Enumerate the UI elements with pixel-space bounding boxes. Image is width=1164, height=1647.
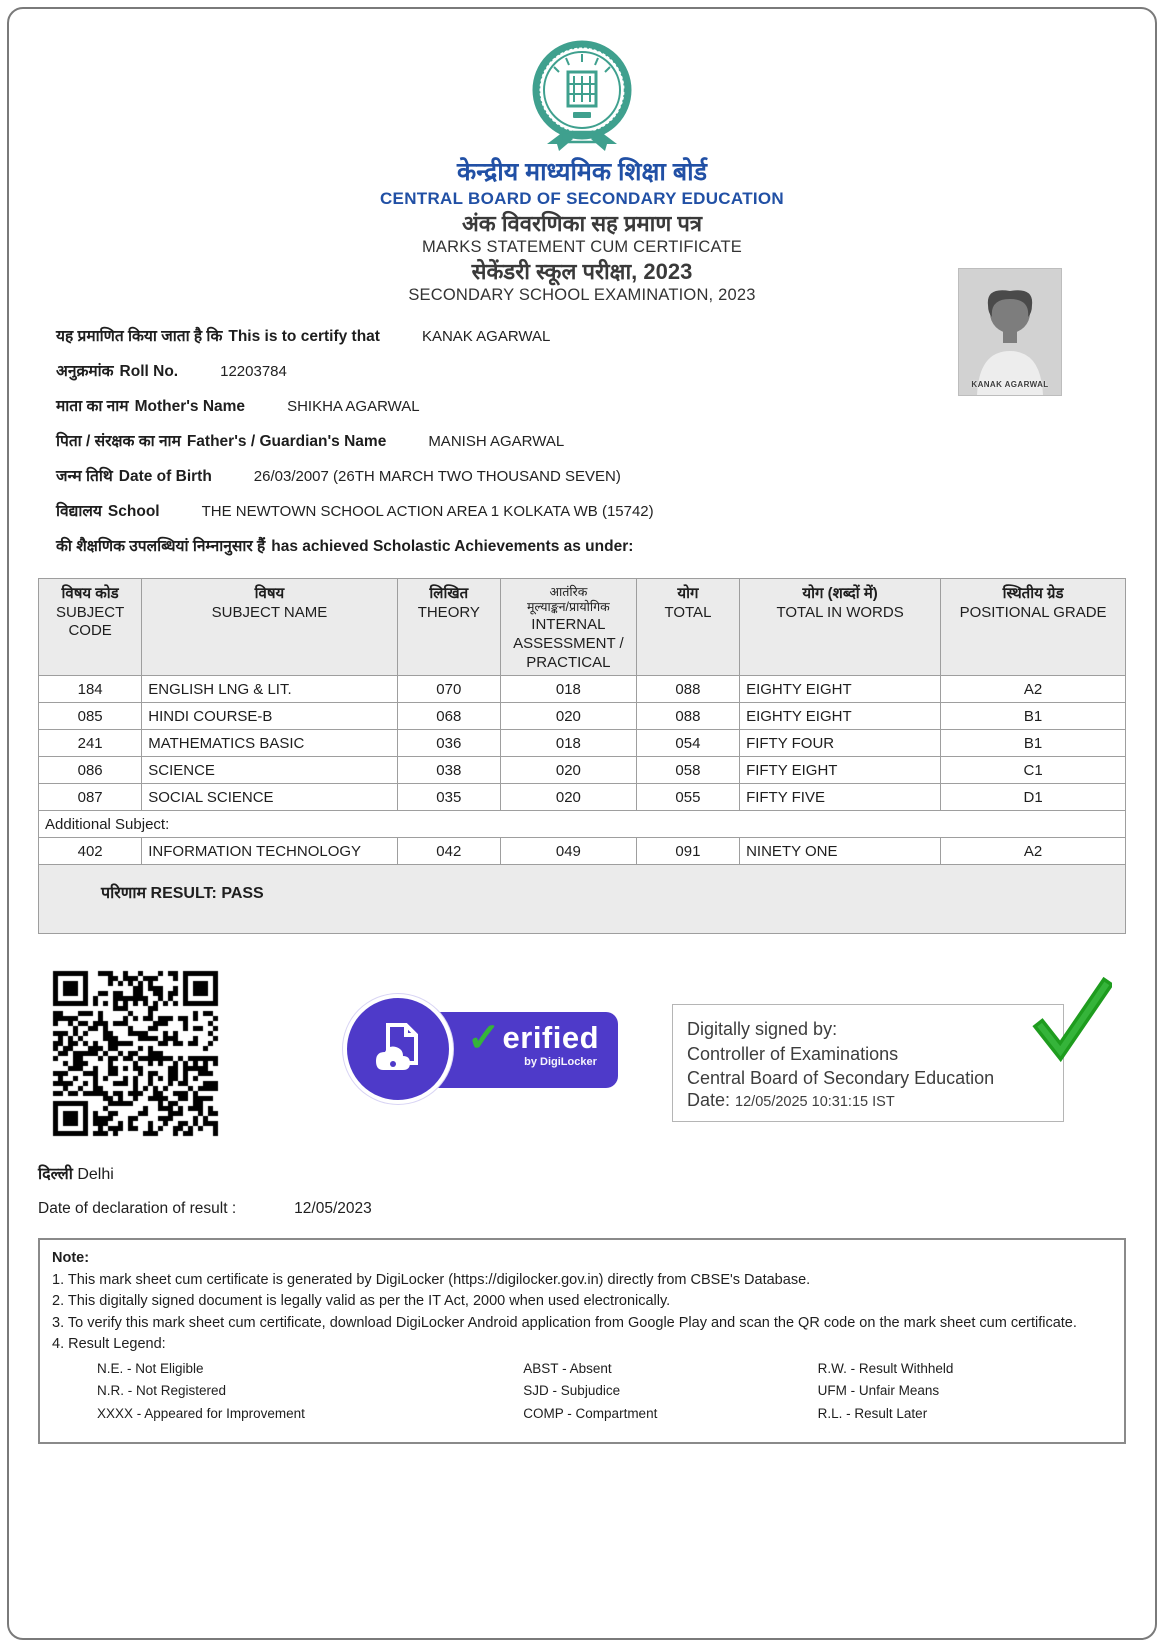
marks-table-container [38,578,1126,935]
sign-date-value: 12/05/2025 10:31:15 IST [735,1094,895,1111]
place-english: Delhi [77,1166,114,1184]
positional-grade: B1 [941,703,1126,730]
internal-marks: 020 [500,784,636,811]
roll-number: 12203784 [220,362,287,380]
total-marks: 058 [636,757,739,784]
result-value: RESULT: PASS [150,885,264,903]
dob-label-hindi: जन्म तिथि [56,467,113,485]
table-row [39,730,1126,757]
student-photo [958,268,1062,396]
internal-marks: 018 [500,676,636,703]
col-total-in-words: योग (शब्दों में) TOTAL IN WORDS [740,578,941,676]
place-hindi: दिल्ली [38,1166,73,1184]
result-legend [52,1358,1112,1427]
positional-grade: B1 [941,730,1126,757]
declaration-label: Date of declaration of result : [38,1200,237,1218]
cbse-emblem-icon [521,40,643,152]
father-name: MANISH AGARWAL [428,432,565,450]
col-subject-code: विषय कोड SUBJECT CODE [39,578,142,676]
mother-row [56,394,1126,416]
legend-item: UFM - Unfair Means [817,1383,940,1399]
note-box [38,1238,1126,1444]
total-in-words: FIFTY FOUR [740,730,941,757]
note-item-4: 4. Result Legend: [52,1336,166,1353]
note-item-3: 3. To verify this mark sheet cum certificate, download DigiLocker Android application from Google Play and scan the QR code on the mark sheet cum certificate. [52,1314,1077,1331]
marks-table [38,578,1126,935]
total-marks: 088 [636,703,739,730]
digilocker-verified-badge [343,994,618,1104]
school-label-hindi: विद्यालय [56,502,102,520]
mother-label-hindi: माता का नाम [56,397,129,415]
student-name: KANAK AGARWAL [421,327,551,345]
roll-label-hindi: अनुक्रमांक [56,362,114,380]
exam-title-english: SECONDARY SCHOOL EXAMINATION, 2023 [408,286,756,305]
theory-marks: 070 [397,676,500,703]
certify-label-english: This is to certify that [228,327,380,345]
positional-grade: A2 [941,838,1126,865]
father-label-english: Father's / Guardian's Name [186,432,387,450]
theory-marks: 036 [397,730,500,757]
positional-grade: A2 [941,676,1126,703]
student-portrait-image [959,269,1061,395]
subject-name: SCIENCE [142,757,397,784]
internal-marks: 018 [500,730,636,757]
col-positional-grade: स्थितीय ग्रेड POSITIONAL GRADE [941,578,1126,676]
subject-name: SOCIAL SCIENCE [142,784,397,811]
legend-item: N.R. - Not Registered [97,1383,227,1399]
theory-marks: 042 [397,838,500,865]
col-total: योग TOTAL [636,578,739,676]
positional-grade: C1 [941,757,1126,784]
subject-name: HINDI COURSE-B [142,703,397,730]
col-theory: लिखित THEORY [397,578,500,676]
theory-marks: 035 [397,784,500,811]
legend-item: N.E. - Not Eligible [97,1360,204,1376]
verification-strip [38,966,1126,1156]
father-row [56,429,1126,451]
total-in-words: FIFTY FIVE [740,784,941,811]
signed-by-label: Digitally signed by: [687,1019,838,1040]
subject-code: 086 [39,757,142,784]
signer-title: Controller of Examinations [687,1043,899,1064]
declaration-date: 12/05/2023 [294,1200,372,1218]
document-cloud-icon [366,1017,430,1081]
father-label-hindi: पिता / संरक्षक का नाम [56,432,181,450]
school-row [56,499,1126,521]
subject-code: 085 [39,703,142,730]
qr-code [48,966,223,1141]
note-item-2: 2. This digitally signed document is legally valid as per the IT Act, 2000 when used electronically. [52,1293,671,1310]
total-marks: 055 [636,784,739,811]
total-in-words: EIGHTY EIGHT [740,703,941,730]
result-row [39,865,1126,934]
subject-code: 087 [39,784,142,811]
declaration-row [38,1200,1126,1218]
legend-item: XXXX - Appeared for Improvement [97,1406,305,1422]
note-item-1: 1. This mark sheet cum certificate is generated by DigiLocker (https://digilocker.gov.in) directly from CBSE's Database. [52,1271,811,1288]
by-digilocker-text: by DigiLocker [524,1056,597,1069]
table-header-row [39,578,1126,676]
digital-signature-box [672,1004,1064,1122]
board-title-english: CENTRAL BOARD OF SECONDARY EDUCATION [379,189,785,209]
total-in-words: NINETY ONE [740,838,941,865]
board-title-hindi: केन्द्रीय माध्यमिक शिक्षा बोर्ड [457,158,707,186]
dob-row [56,464,1126,486]
certify-label-hindi: यह प्रमाणित किया जाता है कि [56,327,223,345]
table-row [39,757,1126,784]
digilocker-icon [343,994,453,1104]
cbse-logo [38,40,1126,157]
place-row [38,1162,1126,1184]
table-row [39,784,1126,811]
verified-text: erified [502,1020,600,1056]
photo-caption: KANAK AGARWAL [971,380,1049,389]
total-marks: 054 [636,730,739,757]
achievements-row [56,534,1126,556]
theory-marks: 038 [397,757,500,784]
mother-name: SHIKHA AGARWAL [287,397,420,415]
doc-title-hindi: अंक विवरणिका सह प्रमाण पत्र [462,210,702,236]
subject-name: MATHEMATICS BASIC [142,730,397,757]
legend-item: R.L. - Result Later [817,1406,928,1422]
additional-subject-label: Additional Subject: [39,811,1126,838]
table-row [39,676,1126,703]
exam-title-hindi: सेकेंडरी स्कूल परीक्षा, 2023 [471,258,693,284]
signer-org: Central Board of Secondary Education [687,1067,995,1088]
total-marks: 091 [636,838,739,865]
total-marks: 088 [636,676,739,703]
achievements-label-english: has achieved Scholastic Achievements as under: [271,537,634,555]
achievements-label-hindi: की शैक्षणिक उपलब्धियां निम्नानुसार हैं [56,537,266,555]
col-subject-name: विषय SUBJECT NAME [142,578,397,676]
internal-marks: 020 [500,757,636,784]
positional-grade: D1 [941,784,1126,811]
result-label-hindi: परिणाम [101,885,147,903]
sign-date-label: Date: [687,1090,731,1111]
total-in-words: FIFTY EIGHT [740,757,941,784]
signature-valid-check-icon [1026,976,1112,1068]
subject-code: 241 [39,730,142,757]
date-of-birth: 26/03/2007 (26TH MARCH TWO THOUSAND SEVEN) [253,467,621,485]
table-row-additional [39,838,1126,865]
subject-name: ENGLISH LNG & LIT. [142,676,397,703]
legend-item: SJD - Subjudice [523,1383,621,1399]
mother-label-english: Mother's Name [134,397,246,415]
legend-item: R.W. - Result Withheld [817,1360,954,1376]
note-title: Note: [52,1250,90,1267]
legend-item: COMP - Compartment [523,1406,658,1422]
legend-item: ABST - Absent [523,1360,612,1376]
internal-marks: 020 [500,703,636,730]
dob-label-english: Date of Birth [118,467,212,485]
roll-label-english: Roll No. [119,362,179,380]
subject-code: 402 [39,838,142,865]
internal-marks: 049 [500,838,636,865]
total-in-words: EIGHTY EIGHT [740,676,941,703]
badge-check-icon: ✓ [467,1016,501,1061]
theory-marks: 068 [397,703,500,730]
subject-name: INFORMATION TECHNOLOGY [142,838,397,865]
additional-subject-label-row [39,811,1126,838]
table-row [39,703,1126,730]
col-internal-assessment: आतंरिक मूल्याङ्कन/प्रायोगिक INTERNAL ASSESSMENT / PRACTICAL [500,578,636,676]
subject-code: 184 [39,676,142,703]
school-label-english: School [107,502,160,520]
school-name: THE NEWTOWN SCHOOL ACTION AREA 1 KOLKATA WB (15742) [201,502,654,520]
doc-title-english: MARKS STATEMENT CUM CERTIFICATE [421,238,743,256]
